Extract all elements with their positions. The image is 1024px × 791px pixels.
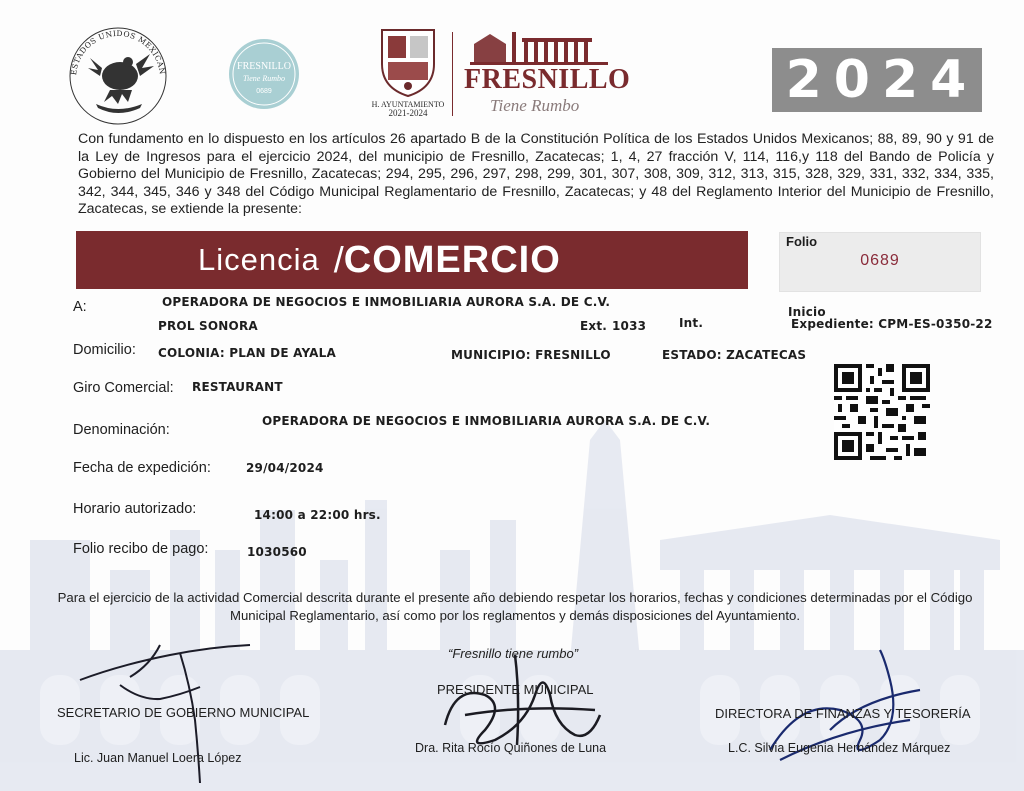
- banner-label: Licencia: [198, 242, 320, 277]
- colonia-value: COLONIA: PLAN DE AYALA: [158, 346, 337, 360]
- giro-value: RESTAURANT: [192, 380, 283, 394]
- secretario-title: SECRETARIO DE GOBIERNO MUNICIPAL: [57, 705, 310, 720]
- header-divider: [452, 32, 453, 116]
- national-seal-logo: [62, 18, 174, 126]
- fecha-label: Fecha de expedición:: [73, 460, 211, 476]
- estado-value: ESTADO: ZACATECAS: [662, 348, 807, 362]
- horario-label: Horario autorizado:: [73, 501, 197, 517]
- ayuntamiento-caption: [368, 100, 448, 118]
- directora-name: L.C. Silvia Eugenia Hernández Márquez: [728, 741, 951, 755]
- giro-label: Giro Comercial:: [73, 380, 174, 396]
- brand-name: FRESNILLO: [464, 64, 631, 95]
- denominacion-value: OPERADORA DE NEGOCIOS E INMOBILIARIA AURORA S.A. DE C.V.: [262, 414, 711, 428]
- badge-tagline: Tiene Rumbo: [243, 74, 285, 83]
- folio-number: 0689: [860, 252, 900, 269]
- horario-value: 14:00 a 22:00 hrs.: [254, 508, 381, 522]
- banner-slash: /: [333, 239, 344, 280]
- badge-brand: FRESNILLO: [237, 61, 291, 72]
- a-value: OPERADORA DE NEGOCIOS E INMOBILIARIA AURORA S.A. DE C.V.: [162, 295, 611, 309]
- banner-license-type: COMERCIO: [343, 238, 561, 281]
- closing-conditions-text: Para el ejercicio de la actividad Comercial descrita durante el presente año debiendo respetar los horarios, fechas y condiciones determinadas por el Código Municipal Reglamentario, así como por los reglamentos y demás disposiciones del Ayuntamiento.: [57, 590, 973, 623]
- fecha-value: 29/04/2024: [246, 461, 324, 475]
- folio-label: Folio: [786, 234, 818, 249]
- a-label: A:: [73, 299, 87, 315]
- year-box: 2024: [772, 48, 982, 112]
- presidente-name: Dra. Rita Rocío Quiñones de Luna: [415, 741, 607, 755]
- qr-code: [834, 364, 930, 460]
- recibo-label: Folio recibo de pago:: [73, 541, 209, 557]
- ext-value: 1033: [612, 319, 647, 333]
- seal-text: ESTADOS UNIDOS MEXICAN: [69, 28, 167, 76]
- badge-number: 0689: [256, 88, 272, 95]
- slogan: “Fresnillo tiene rumbo”: [448, 646, 579, 661]
- municipio-value: MUNICIPIO: FRESNILLO: [451, 348, 611, 362]
- denominacion-label: Denominación:: [73, 422, 170, 438]
- street-value: PROL SONORA: [158, 319, 258, 333]
- directora-title: DIRECTORA DE FINANZAS Y TESORERÍA: [715, 706, 971, 721]
- inicio-label: Inicio: [788, 305, 826, 319]
- fresnillo-brand-logo: [460, 26, 631, 122]
- ext-label: Ext.: [580, 319, 608, 333]
- fresnillo-badge-logo: [228, 38, 300, 110]
- presidente-title: PRESIDENTE MUNICIPAL: [437, 682, 594, 697]
- ayuntamiento-line2: 2021-2024: [388, 108, 428, 118]
- expediente-value: Expediente: CPM-ES-0350-22: [791, 317, 993, 331]
- domicilio-label: Domicilio:: [73, 342, 136, 358]
- ayuntamiento-line1: H. AYUNTAMIENTO: [371, 100, 445, 109]
- int-label: Int.: [679, 316, 704, 330]
- brand-tagline: Tiene Rumbo: [490, 96, 580, 115]
- license-type-banner: [76, 231, 748, 289]
- recibo-value: 1030560: [247, 545, 307, 559]
- secretario-name: Lic. Juan Manuel Loera López: [74, 751, 242, 765]
- legal-foundation-text: Con fundamento en lo dispuesto en los artículos 26 apartado B de la Constitución Política de los Estados Unidos Mexicanos; 88, 89, 90 y 91 de la Ley de Ingresos para el ejercicio 2024, del municipio de Fresnillo, Zacatecas; 1, 4, 27 fracción V, 114, 116,y 118 del Bando de Policía y Gobierno del Municipio de Fresnillo, Zacatecas; 294, 295, 296, 297, 298, 299, 301, 307, 308, 309, 312, 313, 315, 328, 329, 331, 332, 334, 335, 342, 344, 345, 346 y 348 del Código Municipal Reglamentario de Fresnillo, Zacatecas; y 48 del Reglamento Interior del Municipio de Fresnillo, Zacatecas, se extiende la presente:: [78, 131, 994, 217]
